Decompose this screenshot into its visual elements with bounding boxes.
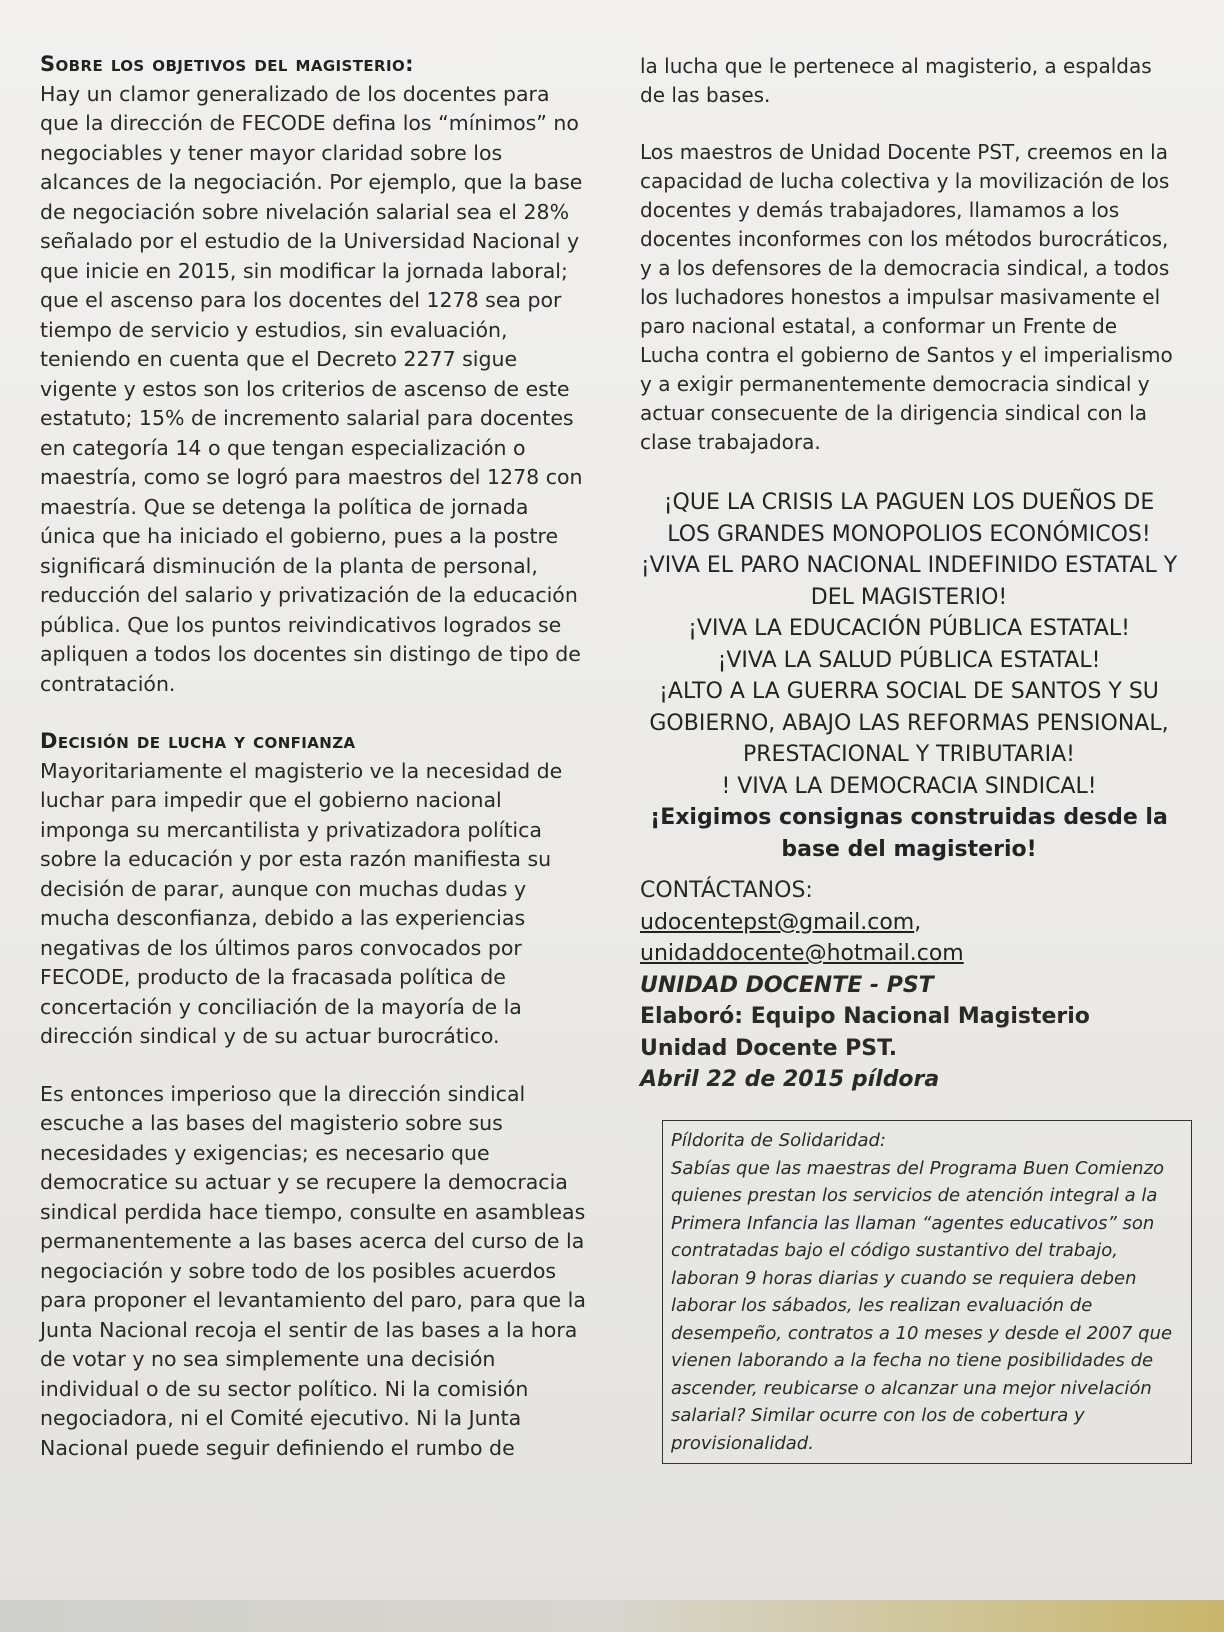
spacer xyxy=(40,1052,588,1080)
slogans-block xyxy=(640,487,1178,865)
slogan-line: ¡VIVA LA EDUCACIÓN PÚBLICA ESTATAL! xyxy=(688,616,1130,641)
slogan-line: ¡ALTO A LA GUERRA SOCIAL DE SANTOS Y SU GOBIERNO, ABAJO LAS REFORMAS PENSIONAL, PRESTACIONAL Y TRIBUTARIA! xyxy=(649,679,1169,767)
date-line: Abril 22 de 2015 píldora xyxy=(640,1067,940,1092)
paragraph-imperioso: Es entonces imperioso que la dirección sindical escuche a las bases del magisterio sobre sus necesidades y exigencias; es necesario que democratice su actuar y se recupere la democracia sindical perdida hace tiempo, consulte en asambleas permanentemente a las bases acerca del curso de la negociación y sobre todo de los posibles acuerdos para proponer el levantamiento del paro, para que la Junta Nacional recoja el sentir de las bases a la hora de votar y no sea simplemente una decisión individual o de su sector político. Ni la comisión negociadora, ni el Comité ejecutivo. Ni la Junta Nacional puede seguir definiendo el rumbo de xyxy=(40,1081,586,1460)
slogan-line: ! VIVA LA DEMOCRACIA SINDICAL! xyxy=(721,773,1097,799)
box-text: Sabías que las maestras del Programa Buen Comienzo quienes prestan los servicios de atención integral a la Primera Infancia las llaman “agentes educativos” son contratadas bajo el código sustantivo del trabajo, laboran 9 horas diarias y cuando se requiera deben laborar los sábados, les realizan evaluación de desempeño, contratos a 10 meses y desde el 2007 que vienen laborando a la fecha no tiene posibilidades de ascender, reubicarse o alcanzar una mejor nivelación salarial? Similar ocurre con los de cobertura y provisionalidad. xyxy=(671,1157,1173,1454)
contact-label: CONTÁCTANOS: xyxy=(640,878,813,903)
paragraph-unidad-docente: Los maestros de Unidad Docente PST, creemos en la capacidad de lucha colectiva y la movilización de los docentes y demás trabajadores, llamamos a los docentes inconformes con los métodos burocráticos, y a los defensores de la democracia sindical, a todos los luchadores honestos a impulsar masivamente el paro nacional estatal, a conformar un Frente de Lucha contra el gobierno de Santos y el imperialismo y a exigir permanentemente democracia sindical y actuar consecuente de la dirigencia sindical con la clase trabajadora. xyxy=(640,140,1173,454)
box-title: Píldorita de Solidaridad: xyxy=(671,1130,886,1151)
right-column xyxy=(640,52,1178,1096)
email-link-hotmail[interactable]: unidaddocente@hotmail.com xyxy=(640,941,964,966)
paragraph-decision: Mayoritariamente el magisterio ve la necesidad de luchar para impedir que el gobierno nacional imponga su mercantilista y privatizadora política sobre la educación y por esta razón manifiesta su decisión de parar, aunque con muchas dudas y mucha desconfianza, debido a las experiencias negativas de los últimos paros convocados por FECODE, producto de la fracasada política de concertación y conciliación de la mayoría de la dirección sindical y de su actuar burocrático. xyxy=(40,758,563,1048)
email-separator: , xyxy=(914,909,922,935)
slogan-line: ¡VIVA EL PARO NACIONAL INDEFINIDO ESTATAL Y DEL MAGISTERIO! xyxy=(640,553,1178,610)
spacer xyxy=(640,110,1178,138)
section-heading-decision: Decisión de lucha y confianza xyxy=(40,729,356,753)
paragraph-continuation: la lucha que le pertenece al magisterio, a espaldas de las bases. xyxy=(640,54,1152,107)
section-heading-objetivos: Sobre los objetivos del magisterio: xyxy=(40,52,414,76)
solidarity-box xyxy=(662,1120,1192,1464)
page-bottom-edge xyxy=(0,1600,1224,1632)
left-column xyxy=(40,50,588,1463)
organization-name: UNIDAD DOCENTE - PST xyxy=(640,972,934,998)
slogan-line: ¡VIVA LA SALUD PÚBLICA ESTATAL! xyxy=(717,647,1101,673)
email-link-gmail[interactable]: udocentepst@gmail.com xyxy=(640,909,915,935)
author-line: Elaboró: Equipo Nacional Magisterio Unidad Docente PST. xyxy=(640,1004,1090,1061)
slogan-bold: ¡Exigimos consignas construidas desde la base del magisterio! xyxy=(650,805,1168,862)
spacer xyxy=(40,699,588,727)
contact-block xyxy=(640,875,1178,1096)
slogan-line: ¡QUE LA CRISIS LA PAGUEN LOS DUEÑOS DE LOS GRANDES MONOPOLIOS ECONÓMICOS! xyxy=(663,490,1155,547)
paragraph-objetivos: Hay un clamor generalizado de los docentes para que la dirección de FECODE defina los “mínimos” no negociables y tener mayor claridad sobre los alcances de la negociación. Por ejemplo, que la base de negociación sobre nivelación salarial sea el 28% señalado por el estudio de la Universidad Nacional y que inicie en 2015, sin modificar la jornada laboral; que el ascenso para los docentes del 1278 sea por tiempo de servicio y estudios, sin evaluación, teniendo en cuenta que el Decreto 2277 sigue vigente y estos son los criterios de ascenso de este estatuto; 15% de incremento salarial para docentes en categoría 14 o que tengan especialización o maestría, como se logró para maestros del 1278 con maestría. Que se detenga la política de jornada única que ha iniciado el gobierno, pues a la postre significará disminución de la planta de personal, reducción del salario y privatización de la educación pública. Que los puntos reivindicativos logrados se apliquen a todos los docentes sin distingo de tipo de contratación. xyxy=(40,81,583,696)
